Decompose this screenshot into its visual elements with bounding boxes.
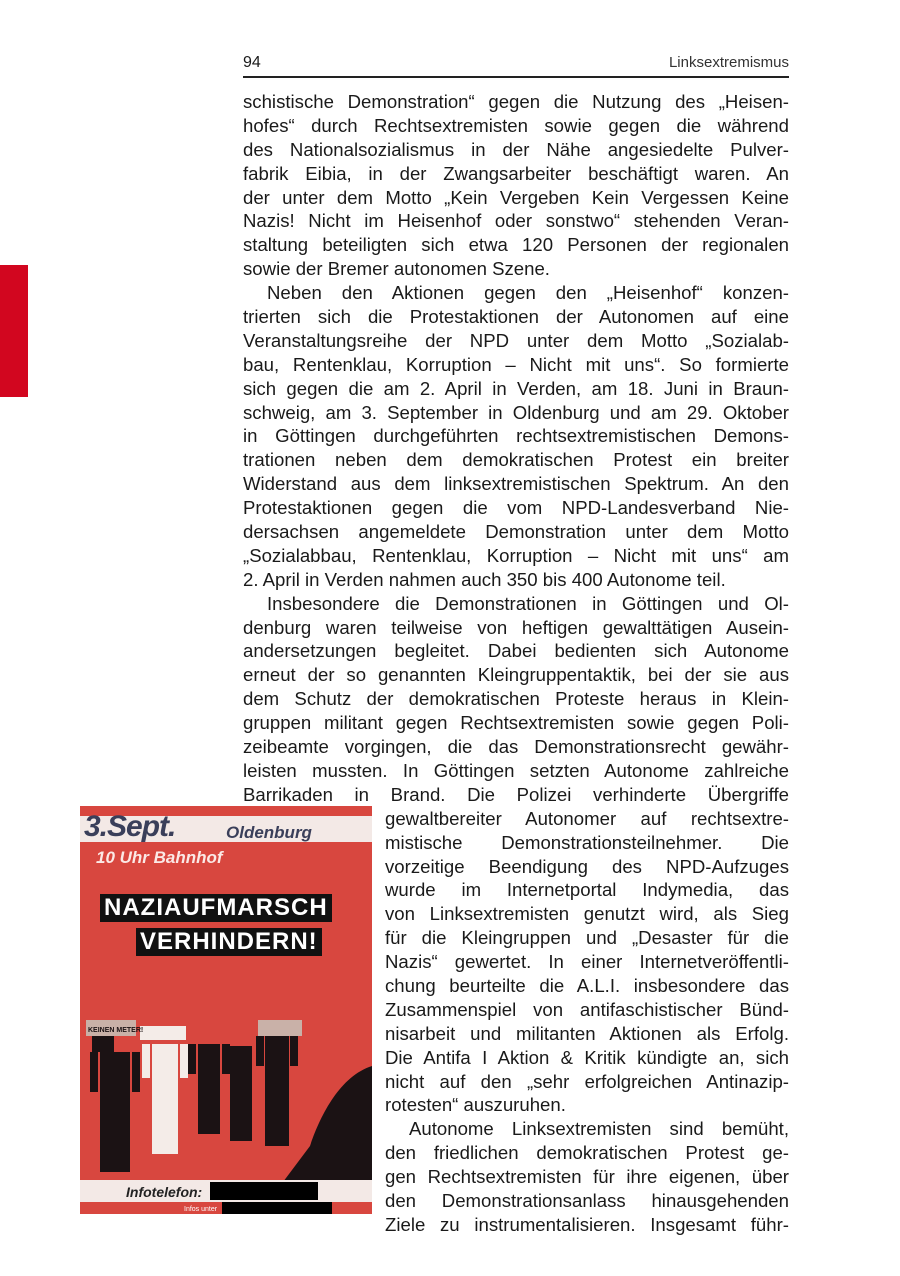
text-line: gewaltbereiter Autonomer auf rechtsextre- [385, 807, 789, 829]
text-line: Nazis“ gewertet. In einer Internetveröffentli- [385, 951, 789, 973]
text-line: staltung beteiligten sich etwa 120 Personen der regionalen [243, 234, 789, 256]
text-line: sowie der Bremer autonomen Szene. [243, 258, 550, 280]
poster-figures-illustration [80, 996, 372, 1186]
text-line: Insbesondere die Demonstrationen in Göttingen und Ol- [267, 592, 789, 614]
text-line: Die Antifa I Aktion & Kritik kündigte an, sich [385, 1046, 789, 1068]
poster-sign-text: KEINEN METER! [88, 1027, 144, 1034]
text-line: denburg waren teilweise von heftigen gewalttätigen Ausein- [243, 616, 789, 638]
text-line: erneut der so genannten Kleingruppentaktik, bei der sie aus [243, 664, 789, 686]
page-number: 94 [243, 54, 261, 71]
text-line: trierten sich die Protestaktionen der Autonomen auf eine [243, 306, 789, 328]
page-header [243, 54, 789, 78]
text-line: für die Kleingruppen und „Desaster für die [385, 927, 789, 949]
text-line: nisarbeit und militanten Aktionen als Erfolg. [385, 1022, 789, 1044]
text-line: den friedlichen demokratischen Protest ge- [385, 1142, 789, 1164]
text-line: gruppen militant gegen Rechtsextremisten sowie gegen Poli- [243, 712, 789, 734]
text-line: schweig, am 3. September in Oldenburg und am 29. Oktober [243, 401, 789, 423]
poster-city: Oldenburg [226, 823, 312, 842]
text-line: gen Rechtsextremisten für ihre eigenen, über [385, 1166, 789, 1188]
text-line: vorzeitige Beendigung des NPD-Aufzuges [385, 855, 789, 877]
text-line: von Linksextremisten genutzt wird, als Sieg [385, 903, 789, 925]
text-line: leisten mussten. In Göttingen setzten Autonome zahlreiche [243, 759, 789, 781]
text-line: zeibeamte vorgingen, die das Demonstrationsrecht gewähr- [243, 736, 789, 758]
demonstration-poster-image [80, 806, 372, 1214]
text-line: in Göttingen durchgeführten rechtsextremistischen Demons- [243, 425, 789, 447]
text-line: bau, Rentenklau, Korruption – Nicht mit uns“. So formierte [243, 353, 789, 375]
text-line: Nazis! Nicht im Heisenhof oder sonstwo“ stehenden Veran- [243, 210, 789, 232]
text-line: chung beurteilte die A.L.I. insbesondere das [385, 974, 789, 996]
text-line: den Demonstrationsanlass hinausgehenden [385, 1189, 789, 1211]
text-line: hofes“ durch Rechtsextremisten sowie gegen die während [243, 114, 789, 136]
text-line: sich gegen die am 2. April in Verden, am 18. Juni in Braun- [243, 377, 789, 399]
text-line: des Nationalsozialismus in der Nähe angesiedelte Pulver- [243, 138, 789, 160]
text-line: dersachsen angemeldete Demonstration unter dem Motto [243, 521, 789, 543]
text-line: Protestaktionen gegen die vom NPD-Landesverband Nie- [243, 497, 789, 519]
text-line: wurde im Internetportal Indymedia, das [385, 879, 789, 901]
text-line: Widerstand aus dem linksextremistischen Spektrum. An den [243, 473, 789, 495]
text-line: Barrikaden in Brand. Die Polizei verhinderte Übergriffe [243, 783, 789, 805]
poster-info-sub: Infos unter [184, 1206, 218, 1213]
text-line: Neben den Aktionen gegen den „Heisenhof“ konzen- [267, 282, 789, 304]
text-line: fabrik Eibia, in der Zwangsarbeiter beschäftigt waren. An [243, 162, 789, 184]
poster-date: 3.Sept. [84, 810, 176, 843]
text-line: nicht auf den „sehr erfolgreichen Antinazip- [385, 1070, 789, 1092]
text-line: Zusammenspiel von antifaschistischer Bünd- [385, 998, 789, 1020]
text-line: schistische Demonstration“ gegen die Nutzung des „Heisen- [243, 91, 789, 112]
text-line: mistische Demonstrationsteilnehmer. Die [385, 831, 789, 853]
text-line: trationen neben dem demokratischen Protest ein breiter [243, 449, 789, 471]
text-line: Veranstaltungsreihe der NPD unter dem Motto „Sozialab- [243, 329, 789, 351]
poster-time: 10 Uhr Bahnhof [96, 848, 223, 867]
text-line: „Sozialabbau, Rentenklau, Korruption – Nicht mit uns“ am [243, 544, 789, 566]
poster-redaction-bar [210, 1182, 318, 1200]
text-line: 2. April in Verden nahmen auch 350 bis 400 Autonome teil. [243, 568, 726, 590]
poster-headline-1: NAZIAUFMARSCH [100, 894, 332, 922]
poster-headline-2: VERHINDERN! [136, 928, 322, 956]
poster-redaction-bar-2 [222, 1202, 332, 1214]
text-line: dem Schutz der demokratischen Proteste heraus in Klein- [243, 688, 789, 710]
running-head: Linksextremismus [668, 54, 789, 71]
chapter-tab-marker [0, 265, 28, 397]
text-line: der unter dem Motto „Kein Vergeben Kein Vergessen Keine [243, 186, 789, 208]
text-line: rotesten“ auszuruhen. [385, 1094, 566, 1116]
text-line: Autonome Linksextremisten sind bemüht, [409, 1118, 789, 1140]
poster-info-label: Infotelefon: [126, 1184, 203, 1200]
text-line: andersetzungen begleitet. Dabei bedienten sich Autonome [243, 640, 789, 662]
text-line: Ziele zu instrumentalisieren. Insgesamt führ- [385, 1213, 789, 1235]
